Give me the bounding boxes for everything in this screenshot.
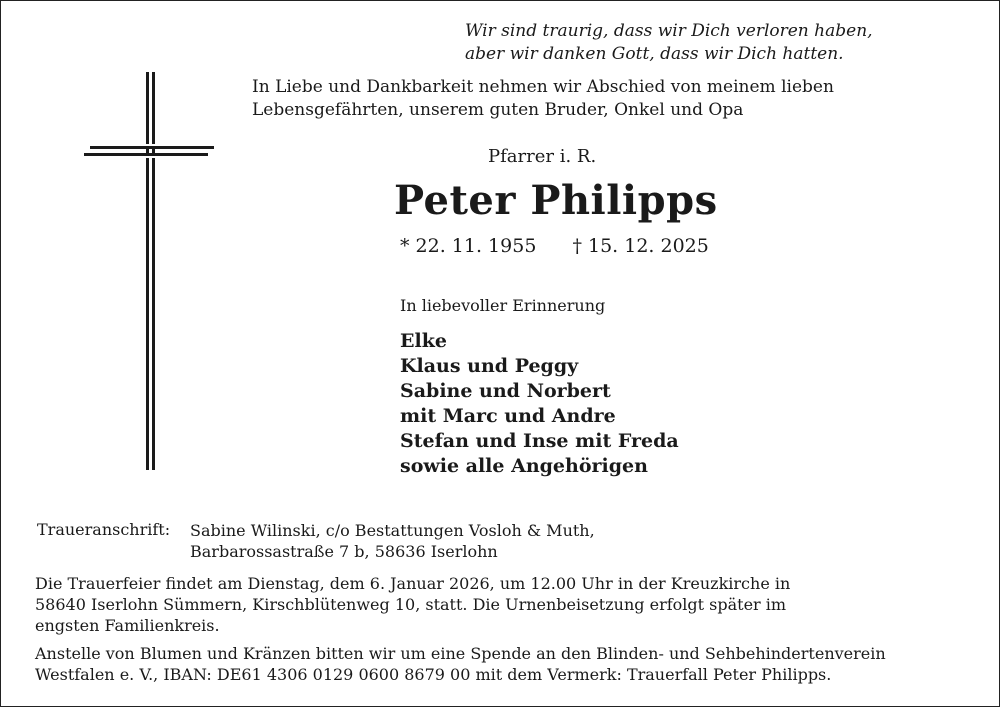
address-line: Barbarossastraße 7 b, 58636 Iserlohn [190,542,498,561]
ceremony-line: Die Trauerfeier findet am Dienstag, dem 6. Januar 2026, um 12.00 Uhr in der Kreuzkirche in [35,574,791,593]
ceremony-line: 58640 Iserlohn Sümmern, Kirschblütenweg 10, statt. Die Urnenbeisetzung erfolgt später im [35,595,787,614]
mourner: mit Marc und Andre [400,405,616,427]
mourning-address [190,520,595,562]
mourner: Elke [400,330,447,352]
mourner: Stefan und Inse mit Freda [400,430,679,452]
title-subtitle: Pfarrer i. R. [488,146,597,167]
ceremony-line: engsten Familienkreis. [35,616,220,635]
address-line: Sabine Wilinski, c/o Bestattungen Vosloh & Muth, [190,521,595,540]
intro-line: Lebensgefährten, unserem guten Bruder, Onkel und Opa [252,100,744,120]
motto-quote [465,20,873,66]
life-dates [400,235,709,257]
donation-line: Anstelle von Blumen und Kränzen bitten wir um eine Spende an den Blinden- und Sehbehindertenverein [35,644,886,663]
donation-paragraph [35,643,886,685]
death-date: † 15. 12. 2025 [572,235,709,257]
cross-icon [80,68,220,474]
memory-text: In liebevoller Erinnerung [400,296,606,315]
intro-text [252,76,834,122]
motto-line: aber wir danken Gott, dass wir Dich hatten. [465,44,844,64]
intro-line: In Liebe und Dankbarkeit nehmen wir Abschied von meinem lieben [252,77,834,97]
mourner: sowie alle Angehörigen [400,455,648,477]
ceremony-paragraph [35,573,790,636]
mourners-list [400,329,679,479]
address-label: Traueranschrift: [37,520,171,539]
deceased-name: Peter Philipps [394,177,718,224]
birth-date: * 22. 11. 1955 [400,235,537,257]
motto-line: Wir sind traurig, dass wir Dich verloren haben, [465,21,873,41]
mourner: Sabine und Norbert [400,380,611,402]
donation-line: Westfalen e. V., IBAN: DE61 4306 0129 0600 8679 00 mit dem Vermerk: Trauerfall Peter Philipps. [35,665,832,684]
mourner: Klaus und Peggy [400,355,579,377]
